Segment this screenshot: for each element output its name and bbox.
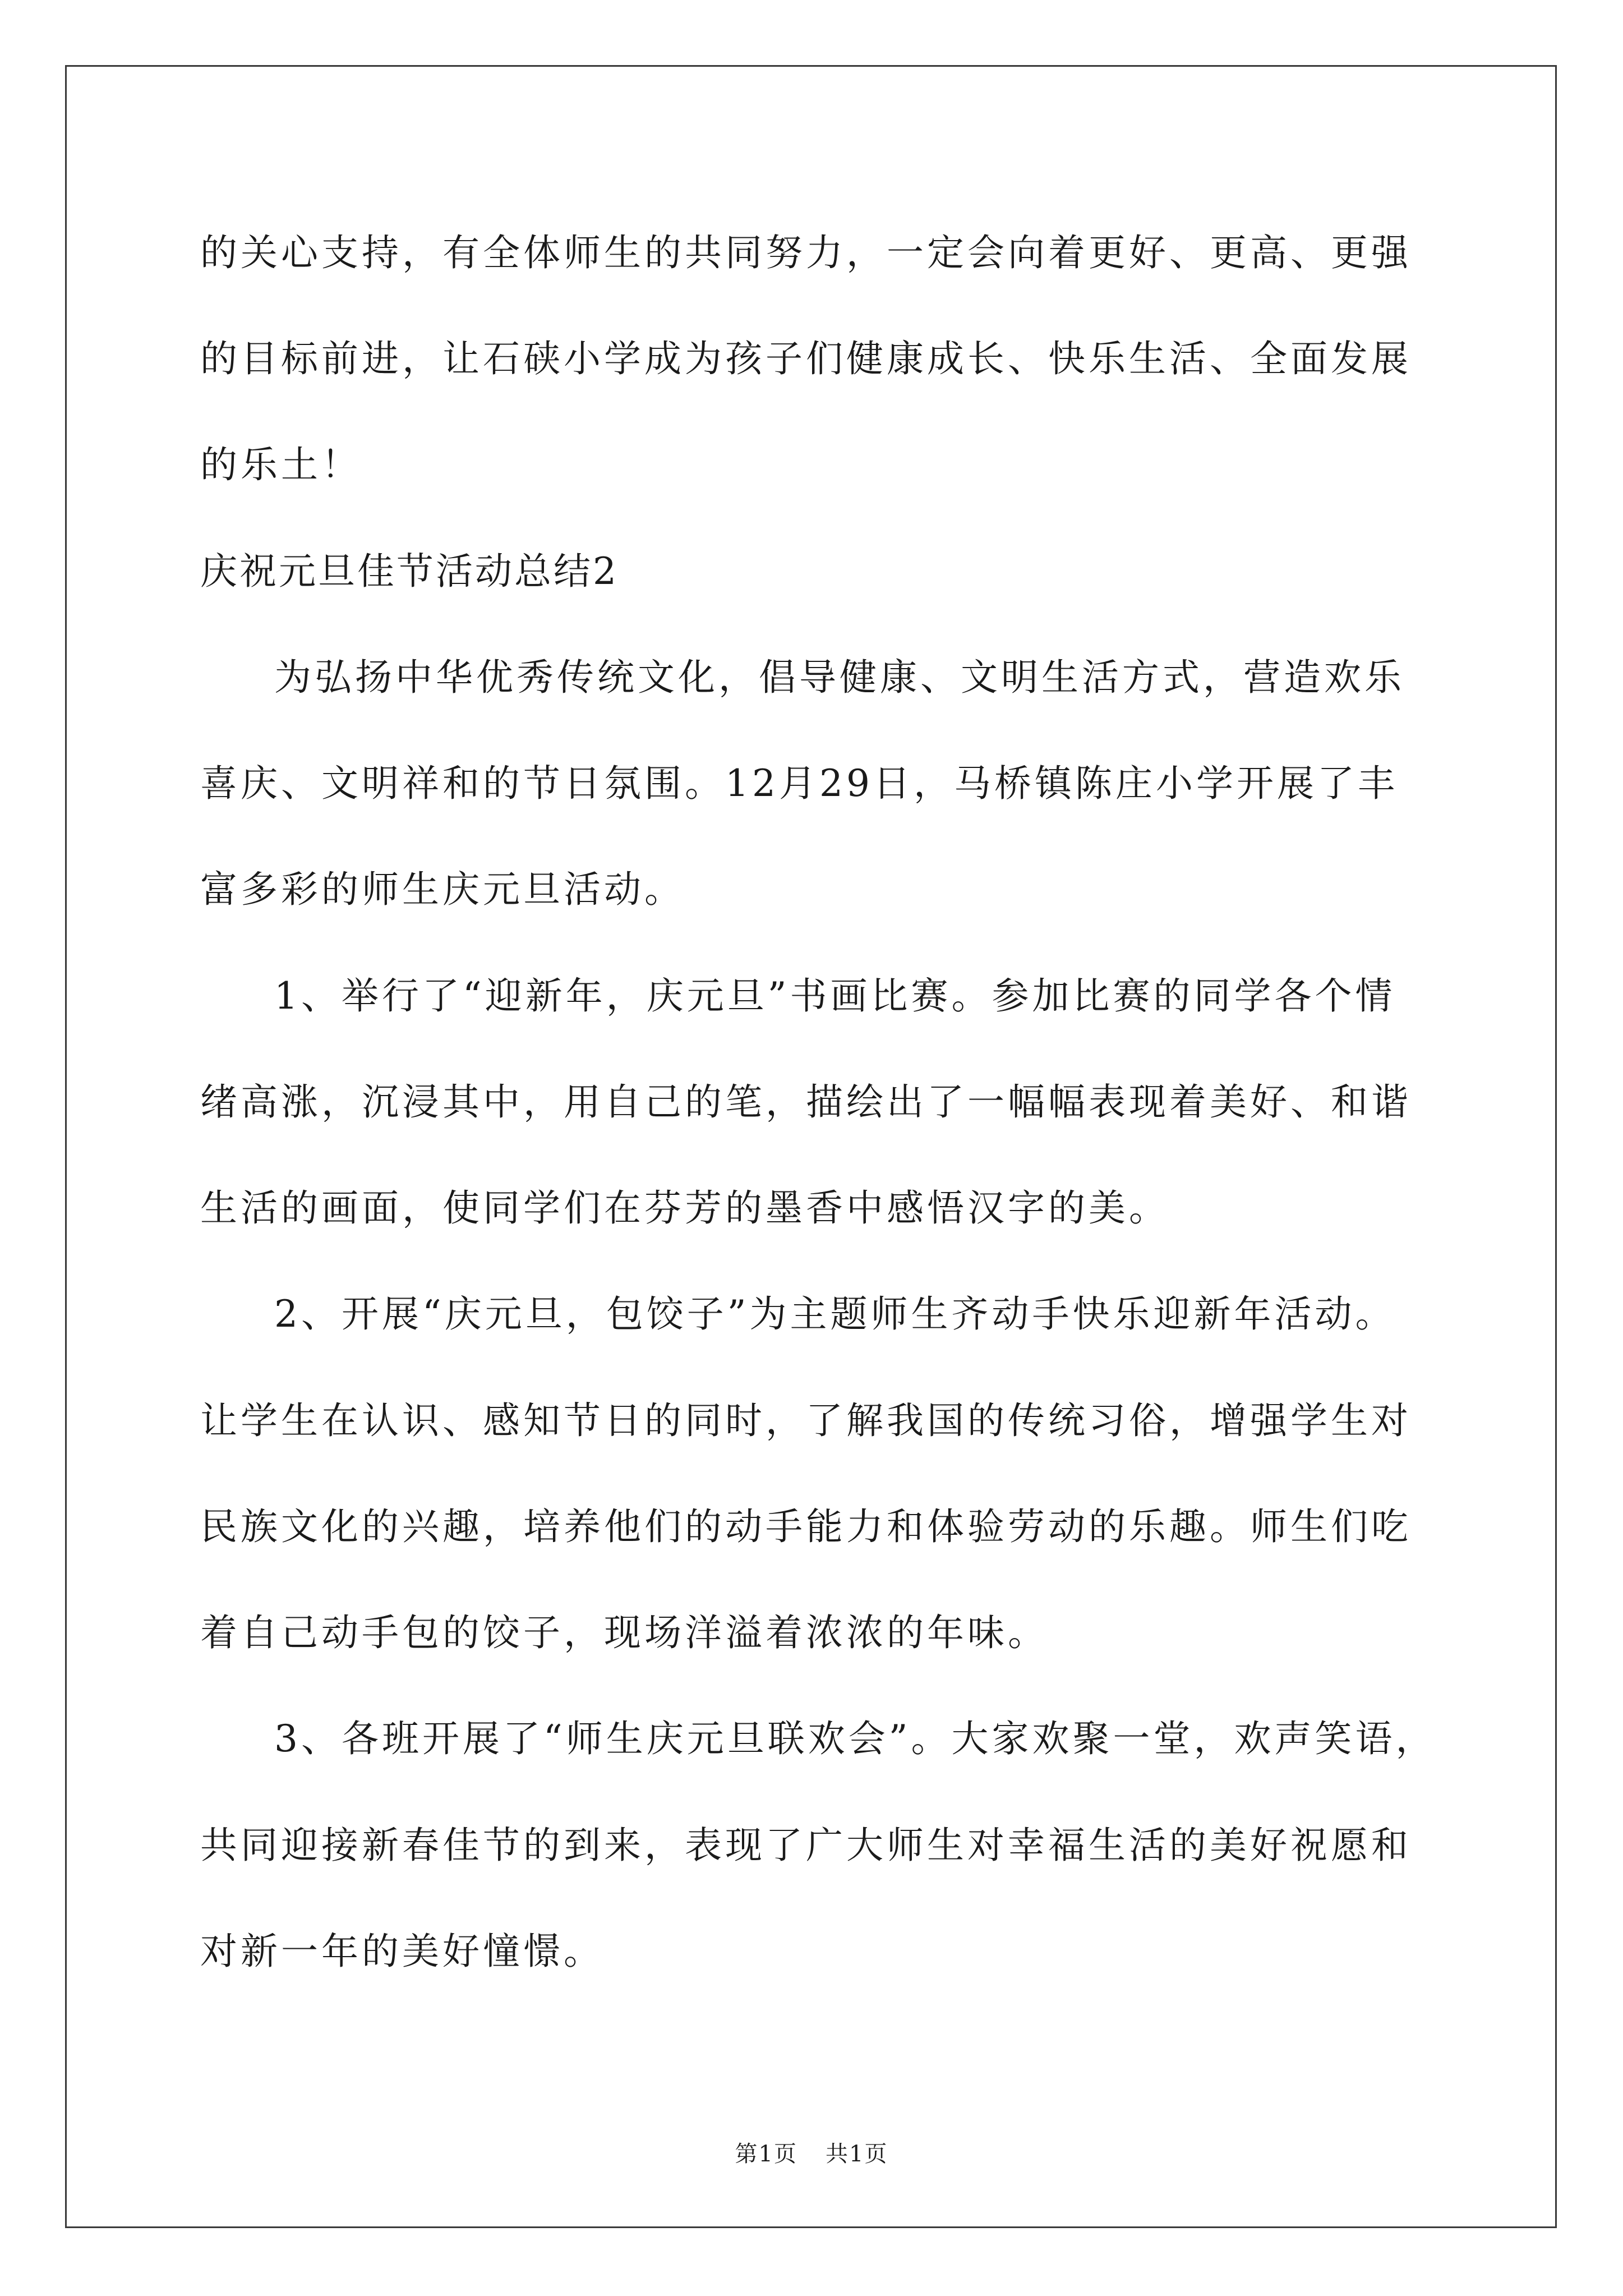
item-3-line-2: 共同迎接新春佳节的到来，表现了广大师生对幸福生活的美好祝愿和 bbox=[200, 1824, 1412, 1867]
body-line-2: 的目标前进，让石硖小学成为孩子们健康成长、快乐生活、全面发展 bbox=[200, 337, 1412, 380]
section-heading: 庆祝元旦佳节活动总结2 bbox=[200, 550, 619, 593]
page-border bbox=[65, 65, 1557, 2228]
item-2-line-1: 2、开展“庆元旦，包饺子”为主题师生齐动手快乐迎新年活动。 bbox=[274, 1292, 1396, 1336]
page-footer bbox=[0, 2143, 1623, 2165]
item-2-line-3: 民族文化的兴趣，培养他们的动手能力和体验劳动的乐趣。师生们吃 bbox=[200, 1505, 1412, 1548]
page-number-current: 第1页 bbox=[735, 2141, 797, 2167]
item-2-line-2: 让学生在认识、感知节日的同时，了解我国的传统习俗，增强学生对 bbox=[200, 1399, 1412, 1442]
item-1-line-2: 绪高涨，沉浸其中，用自己的笔，描绘出了一幅幅表现着美好、和谐 bbox=[200, 1080, 1412, 1124]
item-3-line-3: 对新一年的美好憧憬。 bbox=[200, 1930, 604, 1973]
body-line-3: 的乐土！ bbox=[200, 443, 362, 486]
paragraph-intro-line-1: 为弘扬中华优秀传统文化，倡导健康、文明生活方式，营造欢乐 bbox=[274, 656, 1405, 699]
item-1-line-1: 1、举行了“迎新年，庆元旦”书画比赛。参加比赛的同学各个情 bbox=[274, 974, 1396, 1018]
paragraph-intro-line-2: 喜庆、文明祥和的节日氛围。12月29日，马桥镇陈庄小学开展了丰 bbox=[200, 762, 1398, 805]
item-1-line-3: 生活的画面，使同学们在芬芳的墨香中感悟汉字的美。 bbox=[200, 1186, 1169, 1230]
item-2-line-4: 着自己动手包的饺子，现场洋溢着浓浓的年味。 bbox=[200, 1611, 1048, 1654]
item-3-line-1: 3、各班开展了“师生庆元旦联欢会”。大家欢聚一堂，欢声笑语， bbox=[274, 1717, 1436, 1760]
paragraph-intro-line-3: 富多彩的师生庆元旦活动。 bbox=[200, 868, 685, 911]
page-number-total: 共1页 bbox=[826, 2141, 888, 2167]
body-line-1: 的关心支持，有全体师生的共同努力，一定会向着更好、更高、更强 bbox=[200, 231, 1412, 274]
